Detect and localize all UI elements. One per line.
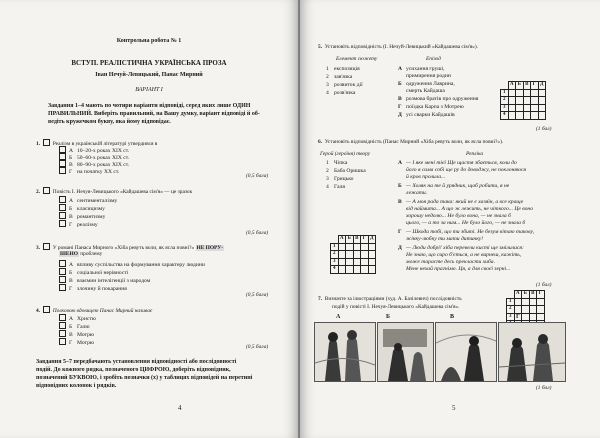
list-item: 2 зав'язка — [326, 74, 353, 80]
replica-line: А — І яке мені тієї Ще щастя збається, коли до — [398, 160, 517, 166]
answer-option[interactable]: Б класицизму — [59, 204, 105, 213]
test-header: Контрольна робота № 1 — [116, 38, 182, 44]
column-header: Елемент сюжету — [336, 56, 378, 62]
list-item: Г поїздка Карпа з Мотрею — [398, 104, 464, 110]
illustration-b — [377, 322, 434, 382]
question-7-cont: подій у повісті І. Нечуя-Левицького «Кайдашева сім'я». — [332, 304, 460, 310]
picture-label: Б — [386, 314, 390, 320]
answer-option[interactable]: А впливу суспільства на формування характеру людини — [59, 260, 205, 269]
replica-line: жінку-любку ти мати дитинку! — [406, 236, 484, 242]
list-item: Б одруження Лаврина, — [398, 81, 455, 87]
instruction-line: Завдання 1–4 мають по чотири варіанти відповіді, серед яких лише ОДИН — [48, 103, 251, 109]
answer-option[interactable]: Г злочину й покарання — [59, 284, 127, 293]
list-item: 2 Баба Оришка — [326, 168, 366, 174]
replica-line: цього, — а то за ним... Не було його, — не знала б — [406, 220, 526, 226]
answer-option[interactable]: В Мотрю — [59, 330, 94, 339]
instruction-line: ПРАВИЛЬНИЙ. Виберіть правильний, на Вашу думку, варіант відповіді й об- — [48, 111, 260, 117]
replica-line: лежати. — [406, 190, 428, 196]
list-item: В розмова братів про одруження — [398, 96, 479, 102]
list-item: 3 розвиток дії — [326, 82, 363, 88]
answer-checkbox[interactable] — [43, 306, 50, 313]
question-number: 1. — [36, 141, 41, 147]
column-header: Репліка — [466, 151, 484, 157]
list-item: примирення родин — [406, 73, 451, 79]
page-number: 5 — [452, 404, 456, 412]
replica-line: й кров пролила... — [406, 174, 446, 180]
list-item: смерть Кайдаша — [406, 88, 445, 94]
replica-line: від наймита... А що ж лежить, не чіткого... Це воно — [406, 206, 533, 212]
list-item: А усихання груші, — [398, 66, 445, 72]
score-label: (0,5 бала) — [246, 173, 269, 179]
instruction-line: відповідних колонок і рядків. — [36, 383, 117, 389]
replica-line: Б — Холяк на те й урядник, щоб робити, я не — [398, 183, 510, 189]
list-item: 3 Грицько — [326, 176, 354, 182]
answer-checkbox[interactable] — [43, 243, 50, 250]
replica-line: Не знаю, що сиро б'ється, а не вирнеш, кажіть, — [406, 252, 522, 258]
answer-option[interactable]: Г Мотрю — [59, 338, 94, 347]
answer-grid-q5[interactable]: А Б В Г Д 1 2 3 4 — [500, 81, 546, 120]
question-2: 2. Повість І. Нечуя-Левицького «Кайдашева сім'я» — це зразок — [36, 189, 193, 195]
replica-line: його я сама собі ще ру до доводжу, не поклоняюся — [406, 167, 526, 173]
replica-line: Мене нехай прагнімо. Ця, а для своєї зерні... — [406, 266, 511, 272]
answer-checkbox[interactable] — [43, 187, 50, 194]
picture-label: А — [336, 314, 341, 320]
answer-option[interactable]: Г реалізму — [59, 220, 98, 229]
illustration-c — [435, 322, 497, 382]
question-text: Реалізм в українській літературі утвердився в — [52, 141, 158, 147]
answer-option[interactable]: Б соціальної нерівності — [59, 268, 128, 277]
question-4: 4. Полковою вдовицею Панас Мирний називає — [36, 308, 153, 314]
question-6: 6. Установіть відповідність (Панас Мирний «Хіба ревуть воли, як ясла повні?»). — [318, 139, 504, 145]
instruction-line: Завдання 5–7 передбачають установлення відповідності або послідовності — [36, 359, 237, 365]
replica-line: хорошу недолю... Не було вона, — не знала б — [406, 213, 511, 219]
variant-label: ВАРІАНТ І — [135, 87, 163, 93]
answer-option[interactable]: А Христю — [59, 314, 96, 323]
picture-label: В — [450, 314, 455, 320]
score-label: (1 бал) — [536, 385, 552, 391]
answer-option[interactable]: В романтизму — [59, 212, 105, 221]
replica-line: В — А моя рада така: який не є хазяїн, а все краще — [398, 199, 524, 205]
list-item: 1 експозиція — [326, 66, 360, 72]
column-header: Епізод — [426, 56, 441, 62]
list-item: Д усі сварки Кайдашів — [398, 112, 455, 118]
list-item: 4 розв'язка — [326, 90, 356, 96]
answer-option[interactable]: А сентименталізму — [59, 196, 117, 205]
answer-grid-q7[interactable]: А Б В Г 1 2 3 — [506, 290, 545, 329]
page-number: 4 — [178, 404, 182, 412]
question-3-cont: ШЕНО проблему — [60, 251, 103, 257]
illustration-d — [498, 322, 566, 382]
test-title: ВСТУП. РЕАЛІСТИЧНА УКРАЇНСЬКА ПРОЗА — [71, 59, 227, 67]
answer-option[interactable]: В 80–90-х роках ХІХ ст. — [59, 160, 129, 169]
score-label: (1 бал) — [536, 126, 552, 132]
question-3: 3. У романі Панаса Мирного «Хіба ревуть воли, як ясла повні?» НЕ ПОРУ- — [36, 245, 223, 251]
list-item: 4 Галя — [326, 184, 345, 190]
score-label: (0,5 бала) — [246, 292, 269, 298]
replica-line: Г — Шкода тобі, що ти збиті. Не безум вітаю такову, — [398, 229, 535, 235]
column-header: Герой (героїня) твору — [320, 151, 371, 157]
answer-option[interactable]: Г на початку ХХ ст. — [59, 167, 119, 176]
answer-option[interactable]: А 10–20-х роках ХІХ ст. — [59, 146, 129, 155]
left-page — [0, 0, 298, 438]
picture-label: Г — [516, 314, 520, 320]
answer-option[interactable]: Б 50–60-х роках ХІХ ст. — [59, 153, 129, 162]
question-5: 5. Установіть відповідність (І. Нечуй-Левицький «Кайдашева сім'я»). — [318, 44, 479, 50]
illustration-a — [314, 322, 376, 382]
score-label: (0,5 бала) — [246, 230, 269, 236]
test-subtitle: Іван Нечуй-Левицький, Панас Мирний — [95, 72, 203, 78]
answer-option[interactable]: В взаємин інтелігенції з народом — [59, 276, 150, 285]
list-item: 1 Чіпка — [326, 160, 348, 166]
answer-checkbox[interactable] — [43, 139, 50, 146]
replica-line: може тарасте десь прекласти хиба. — [406, 259, 495, 265]
right-page — [300, 0, 600, 438]
score-label: (1 бал) — [536, 282, 552, 288]
question-7: 7. Визначте за ілюстраціями (худ. А. Базілевич) послідовність — [318, 296, 462, 302]
instruction-line: подій. До кожного рядка, позначеного ЦИФРОЮ, доберіть відповідник, — [36, 367, 231, 373]
answer-option[interactable]: Б Галю — [59, 322, 90, 331]
instruction-line: позначений БУКВОЮ, і зробіть позначки (х) у таблицях відповідей на перетині — [36, 375, 253, 381]
replica-line: Д — Люди добрі! хіба перевели кисті ще змілилися: — [398, 245, 524, 251]
score-label: (0,5 бала) — [246, 344, 269, 350]
answer-grid-q6[interactable]: А Б В Г Д 1 2 3 4 — [330, 235, 376, 274]
instruction-line: ведіть кружечком букву, яка йому відповідає. — [48, 119, 171, 125]
